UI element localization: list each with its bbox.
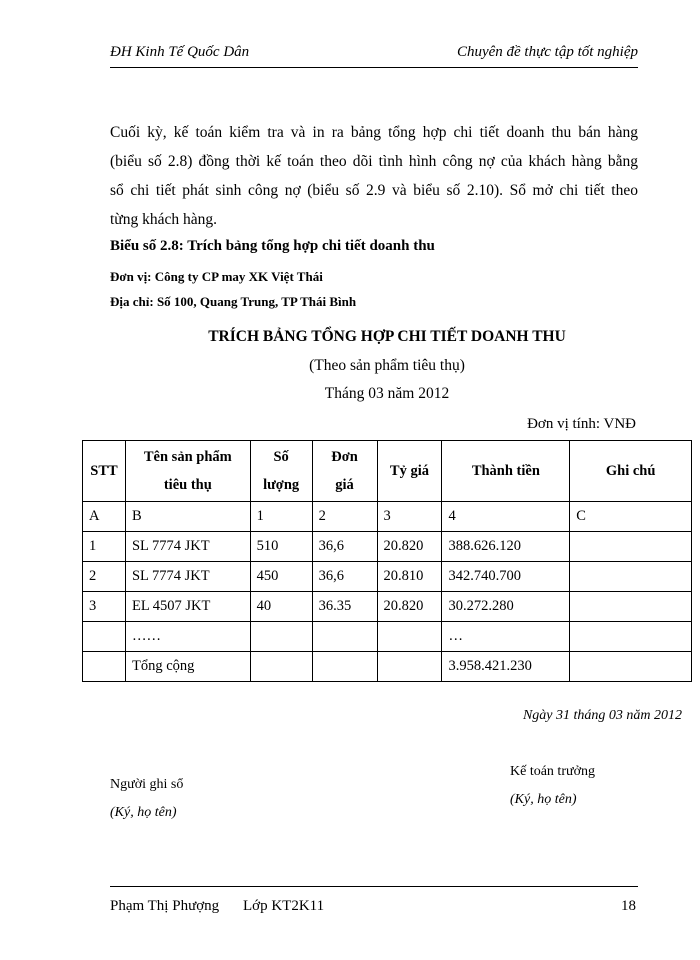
cell-rate: 20.820 — [377, 532, 442, 562]
cell-stt: A — [83, 502, 126, 532]
table-title: TRÍCH BẢNG TỔNG HỢP CHI TIẾT DOANH THU — [208, 328, 566, 345]
cell-amount: 388.626.120 — [442, 532, 570, 562]
cell-price: 36,6 — [312, 562, 377, 592]
cell-qty: 40 — [250, 592, 312, 622]
table-row — [83, 532, 692, 562]
cell-name: SL 7774 JKT — [125, 562, 250, 592]
cell-note: C — [570, 502, 692, 532]
cell-stt: 1 — [83, 532, 126, 562]
cell-rate — [377, 622, 442, 652]
footer-class: Lớp KT2K11 — [243, 898, 325, 914]
document-date: Ngày 31 tháng 03 năm 2012 — [522, 708, 682, 723]
cell-price — [312, 622, 377, 652]
cell-price: 2 — [312, 502, 377, 532]
col-quantity: Số lượng — [250, 441, 312, 502]
footer-divider — [110, 886, 638, 887]
table-month: Tháng 03 năm 2012 — [324, 385, 450, 402]
paragraph-line: (biểu số 2.8) đồng thời kế toán theo dõi tình hình công nợ của khách hàng bằng — [110, 153, 638, 170]
cell-price: 36.35 — [312, 592, 377, 622]
paragraph-line: Cuối kỳ, kế toán kiểm tra và in ra bảng tổng hợp chi tiết doanh thu bán hàng — [110, 124, 638, 141]
table-subtitle: (Theo sản phẩm tiêu thụ) — [309, 357, 465, 374]
cell-price: 36,6 — [312, 532, 377, 562]
cell-amount: 30.272.280 — [442, 592, 570, 622]
cell-note — [570, 592, 692, 622]
col-exchange-rate: Tỷ giá — [377, 441, 442, 502]
paragraph-line: từng khách hàng. — [110, 211, 217, 228]
company-unit: Đơn vị: Công ty CP may XK Việt Thái — [110, 269, 323, 284]
cell-rate: 3 — [377, 502, 442, 532]
footer-author: Phạm Thị Phượng — [110, 898, 220, 914]
body-paragraph — [110, 118, 638, 234]
cell-rate — [377, 652, 442, 682]
revenue-table — [82, 440, 692, 682]
cell-note — [570, 562, 692, 592]
cell-qty — [250, 652, 312, 682]
signature-recorder-note: (Ký, họ tên) — [110, 805, 177, 820]
col-product-name: Tên sản phẩm tiêu thụ — [125, 441, 250, 502]
header-right: Chuyên đề thực tập tốt nghiệp — [456, 44, 638, 60]
cell-price — [312, 652, 377, 682]
table-row — [83, 592, 692, 622]
signature-recorder: Người ghi sổ — [110, 777, 184, 792]
page-number: 18 — [621, 898, 636, 914]
cell-name: B — [125, 502, 250, 532]
table-row — [83, 622, 692, 652]
cell-stt: 2 — [83, 562, 126, 592]
header-left: ĐH Kinh Tế Quốc Dân — [110, 44, 250, 60]
signature-chief: Kế toán trưởng — [510, 764, 595, 779]
table-row — [83, 562, 692, 592]
cell-name: Tổng cộng — [125, 652, 250, 682]
table-total-row — [83, 652, 692, 682]
cell-rate: 20.810 — [377, 562, 442, 592]
cell-amount: 342.740.700 — [442, 562, 570, 592]
cell-note — [570, 532, 692, 562]
currency-unit: Đơn vị tính: VNĐ — [527, 416, 636, 432]
cell-amount: 3.958.421.230 — [442, 652, 570, 682]
cell-amount: 4 — [442, 502, 570, 532]
cell-note — [570, 652, 692, 682]
cell-name: EL 4507 JKT — [125, 592, 250, 622]
col-unit-price: Đơn giá — [312, 441, 377, 502]
cell-qty: 450 — [250, 562, 312, 592]
col-stt: STT — [83, 441, 126, 502]
table-row — [83, 502, 692, 532]
cell-note — [570, 622, 692, 652]
paragraph-line: sổ chi tiết phát sinh công nợ (biểu số 2.9 và biểu số 2.10). Sổ mở chi tiết theo — [110, 182, 638, 199]
col-note: Ghi chú — [570, 441, 692, 502]
cell-qty: 1 — [250, 502, 312, 532]
cell-stt: 3 — [83, 592, 126, 622]
header-divider — [110, 67, 638, 68]
cell-name: SL 7774 JKT — [125, 532, 250, 562]
cell-amount: … — [442, 622, 570, 652]
cell-name: …… — [125, 622, 250, 652]
cell-qty: 510 — [250, 532, 312, 562]
section-title: Biểu số 2.8: Trích bảng tổng hợp chi tiết doanh thu — [110, 238, 435, 254]
company-address: Địa chỉ: Số 100, Quang Trung, TP Thái Bình — [110, 294, 357, 309]
table-header-row — [83, 441, 692, 502]
cell-stt — [83, 652, 126, 682]
cell-qty — [250, 622, 312, 652]
cell-stt — [83, 622, 126, 652]
cell-rate: 20.820 — [377, 592, 442, 622]
signature-chief-note: (Ký, họ tên) — [510, 792, 577, 807]
col-amount: Thành tiền — [442, 441, 570, 502]
